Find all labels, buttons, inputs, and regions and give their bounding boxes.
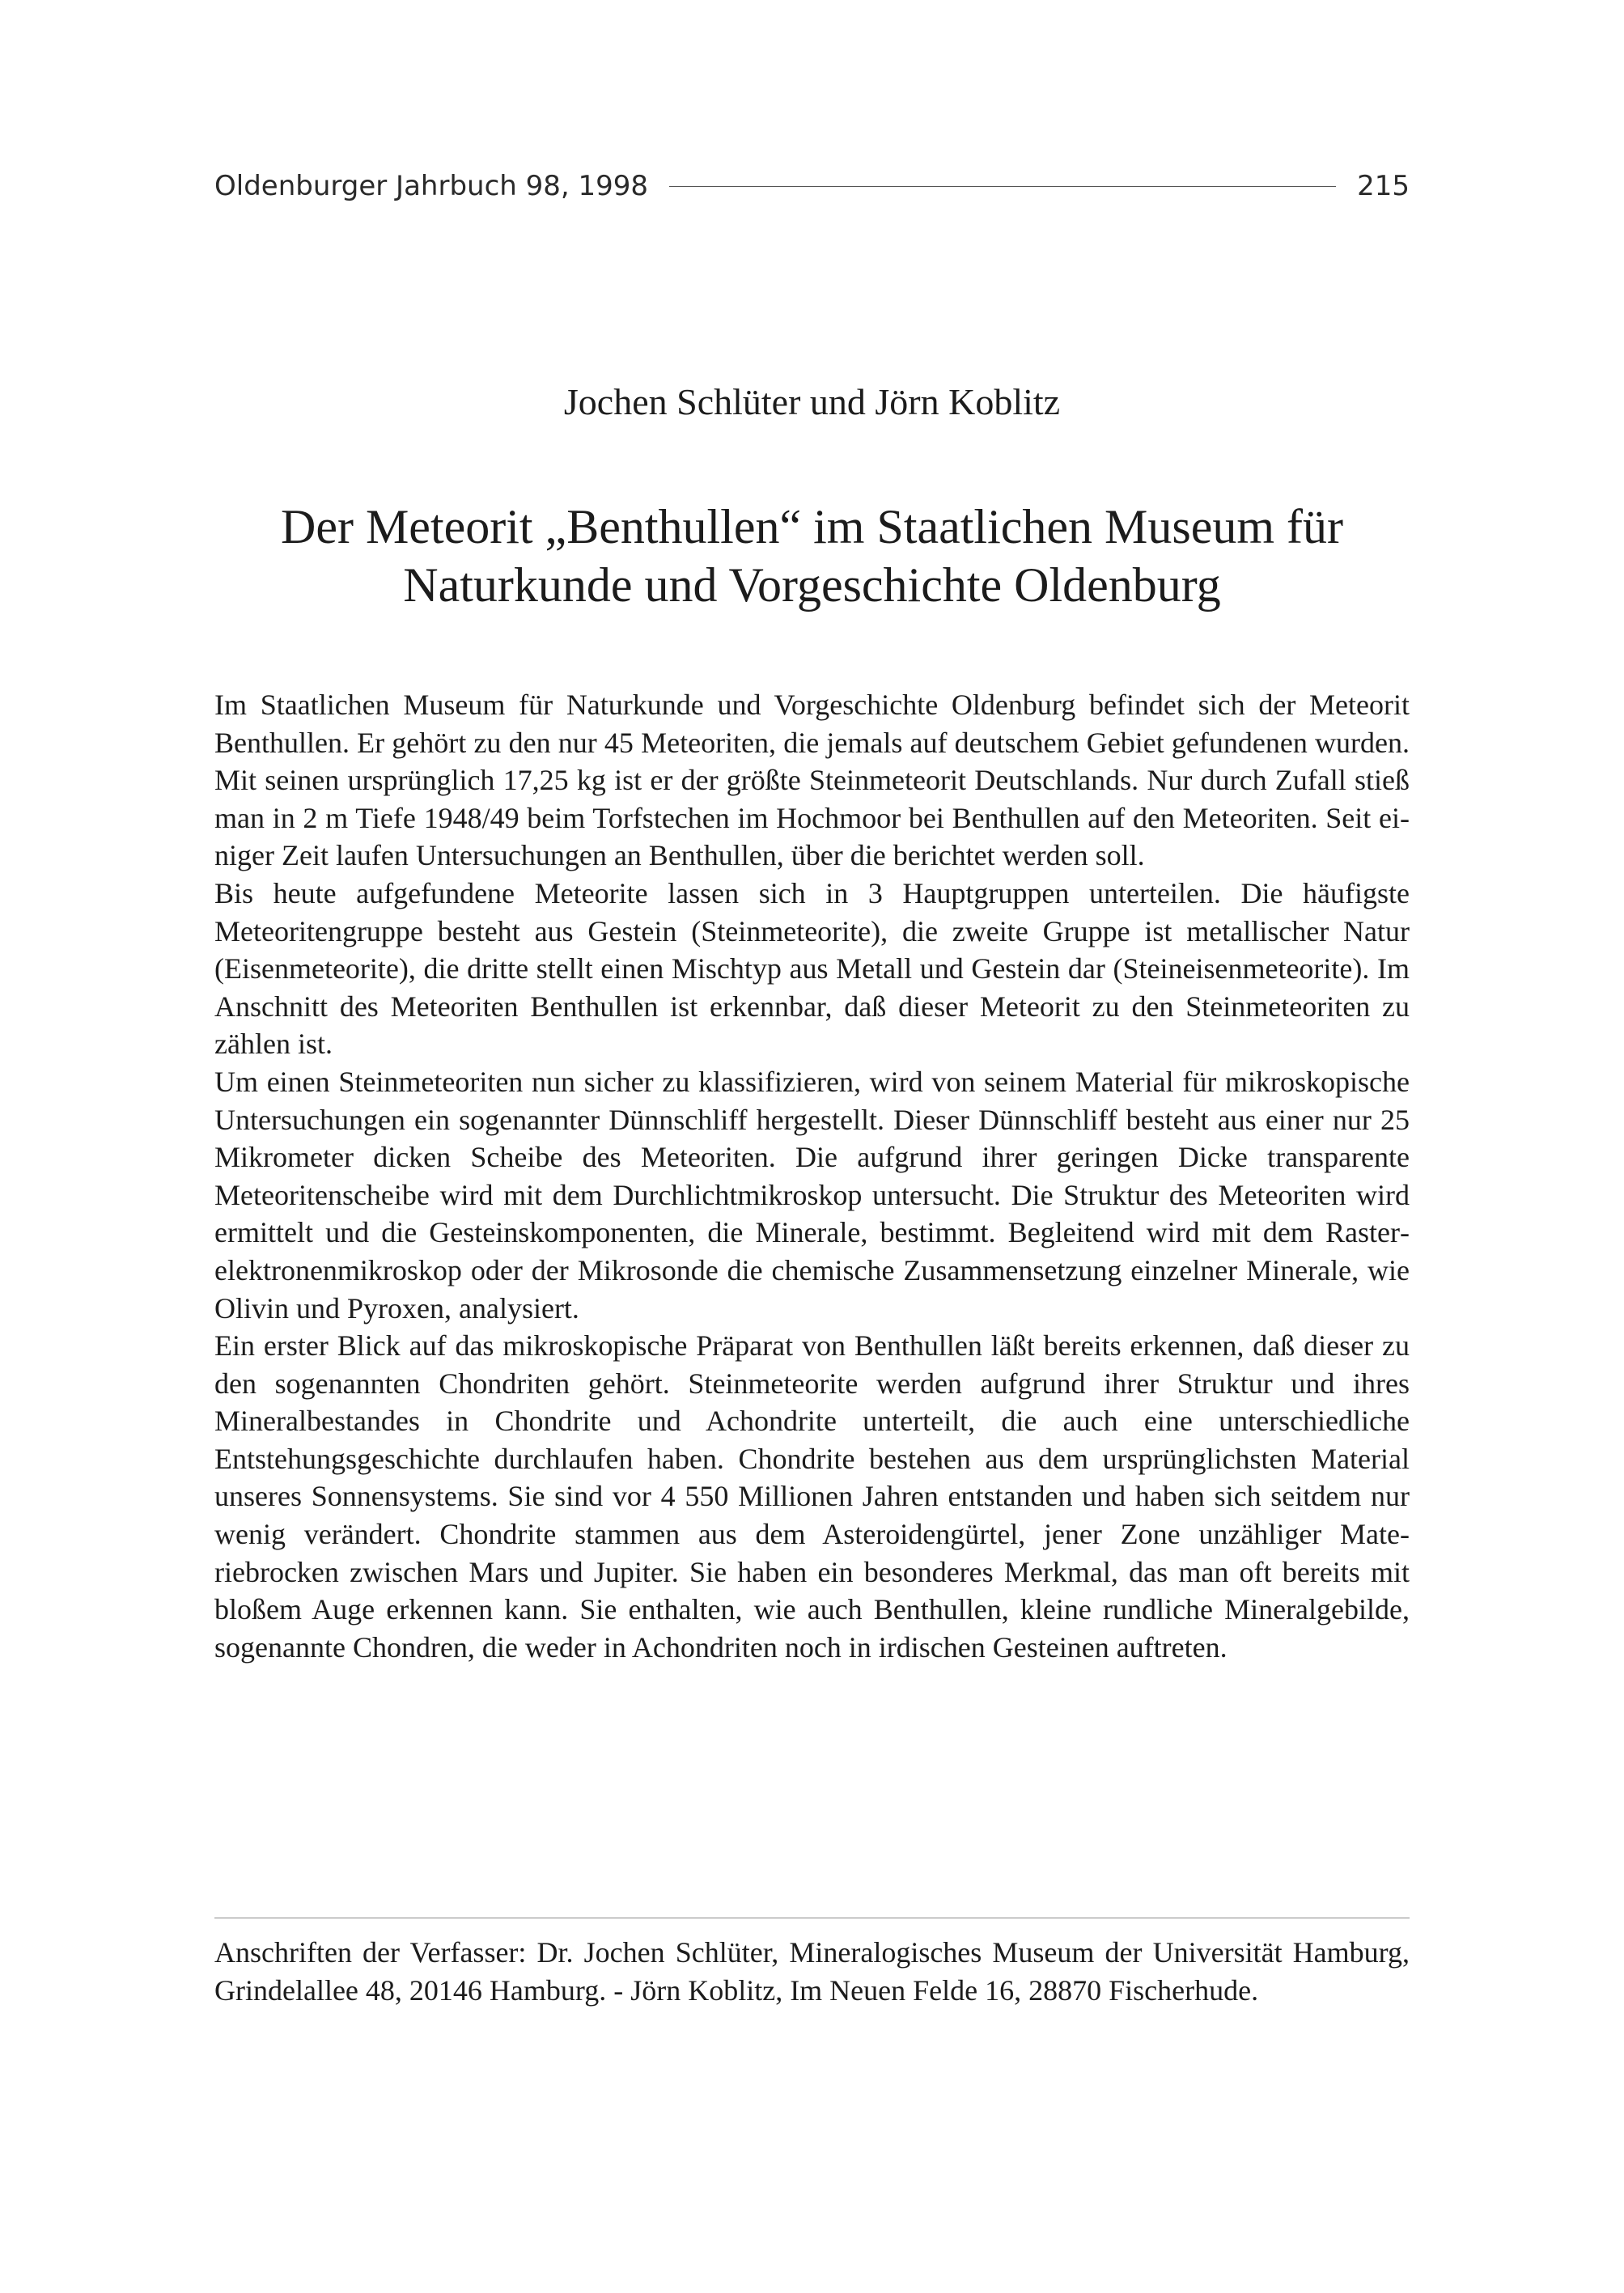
page-number: 215	[1357, 170, 1410, 202]
paragraph: Bis heute aufgefundene Meteorite lassen sich in 3 Hauptgruppen unterteilen. Die häufigste Meteoritengruppe besteht aus Gestein (Steinmeteorite), die zweite Gruppe ist metallischer Natur (Eisenmeteorite), die dritte stellt einen Mischtyp aus Metall und Gestein dar (Steineisenmeteorite). Im Anschnitt des Meteoriten Benthullen ist erkennbar, daß dieser Meteorit zu den Steinmeteoriten zu zählen ist.	[214, 876, 1410, 1061]
paragraph: Im Staatlichen Museum für Naturkunde und Vorgeschichte Oldenburg befindet sich der Meteorit Benthullen. Er gehört zu den nur 45 Meteoriten, die jemals auf deutschem Gebiet gefundenen wurden. Mit seinen ursprünglich 17,25 kg ist er der größte Steinmeteorit Deutschlands. Nur durch Zufall stieß man in 2 m Tiefe 1948/49 beim Torfstechen im Hochmoor bei Benthullen auf den Meteoriten. Seit einiger Zeit laufen Untersuchungen an Benthullen, über die berichtet werden soll.	[214, 689, 1410, 872]
article-title: Der Meteorit „Benthullen“ im Staatlichen Museum für Naturkunde und Vorgeschichte Oldenburg	[281, 500, 1343, 612]
author-addresses-footnote: Anschriften der Verfasser: Dr. Jochen Schlüter, Mineralogisches Museum der Universität Hamburg, Grindelallee 48, 20146 Hamburg. - Jörn Koblitz, Im Neuen Felde 16, 28870 Fischerhude.	[214, 1936, 1410, 2007]
paragraph: Ein erster Blick auf das mikroskopische Präparat von Benthullen läßt bereits erkennen, daß dieser zu den sogenannten Chondriten gehört. Steinmeteorite werden aufgrund ihrer Struktur und ihres Mineralbestandes in Chondrite und Achondrite unterteilt, die auch eine unterschiedliche Entstehungsgeschichte durchlaufen haben. Chondrite bestehen aus dem ursprünglichsten Material unseres Sonnensystems. Sie sind vor 4 550 Millionen Jahren entstanden und haben sich seitdem nur wenig verändert. Chondrite stammen aus dem Asteroidengürtel, jener Zone unzähliger Materiebrocken zwischen Mars und Jupiter. Sie haben ein besonderes Merkmal, das man oft bereits mit bloßem Auge erkennen kann. Sie enthalten, wie auch Benthullen, kleine rundliche Mineralgebilde, sogenannte Chondren, die weder in Achondriten noch in irdischen Gesteinen auftreten.	[214, 1329, 1410, 1664]
running-head	[214, 170, 1410, 202]
journal-name: Oldenburger Jahrbuch 98, 1998	[214, 170, 649, 202]
header-rule	[669, 186, 1336, 187]
article-body	[214, 686, 1410, 1666]
paragraph: Um einen Steinmeteoriten nun sicher zu klassifizieren, wird von seinem Material für mikroskopische Untersuchungen ein sogenannter Dünnschliff hergestellt. Dieser Dünnschliff besteht aus einer nur 25 Mikrometer dicken Scheibe des Meteoriten. Die aufgrund ihrer geringen Dicke transparente Meteoritenscheibe wird mit dem Durchlichtmikroskop untersucht. Die Struktur des Meteoriten wird ermittelt und die Gesteinskomponenten, die Minerale, bestimmt. Begleitend wird mit dem Rasterelektronenmikroskop oder der Mikrosonde die chemische Zusammensetzung einzelner Minerale, wie Olivin und Pyroxen, analysiert.	[214, 1065, 1410, 1325]
article-authors: Jochen Schlüter und Jörn Koblitz	[563, 381, 1061, 422]
